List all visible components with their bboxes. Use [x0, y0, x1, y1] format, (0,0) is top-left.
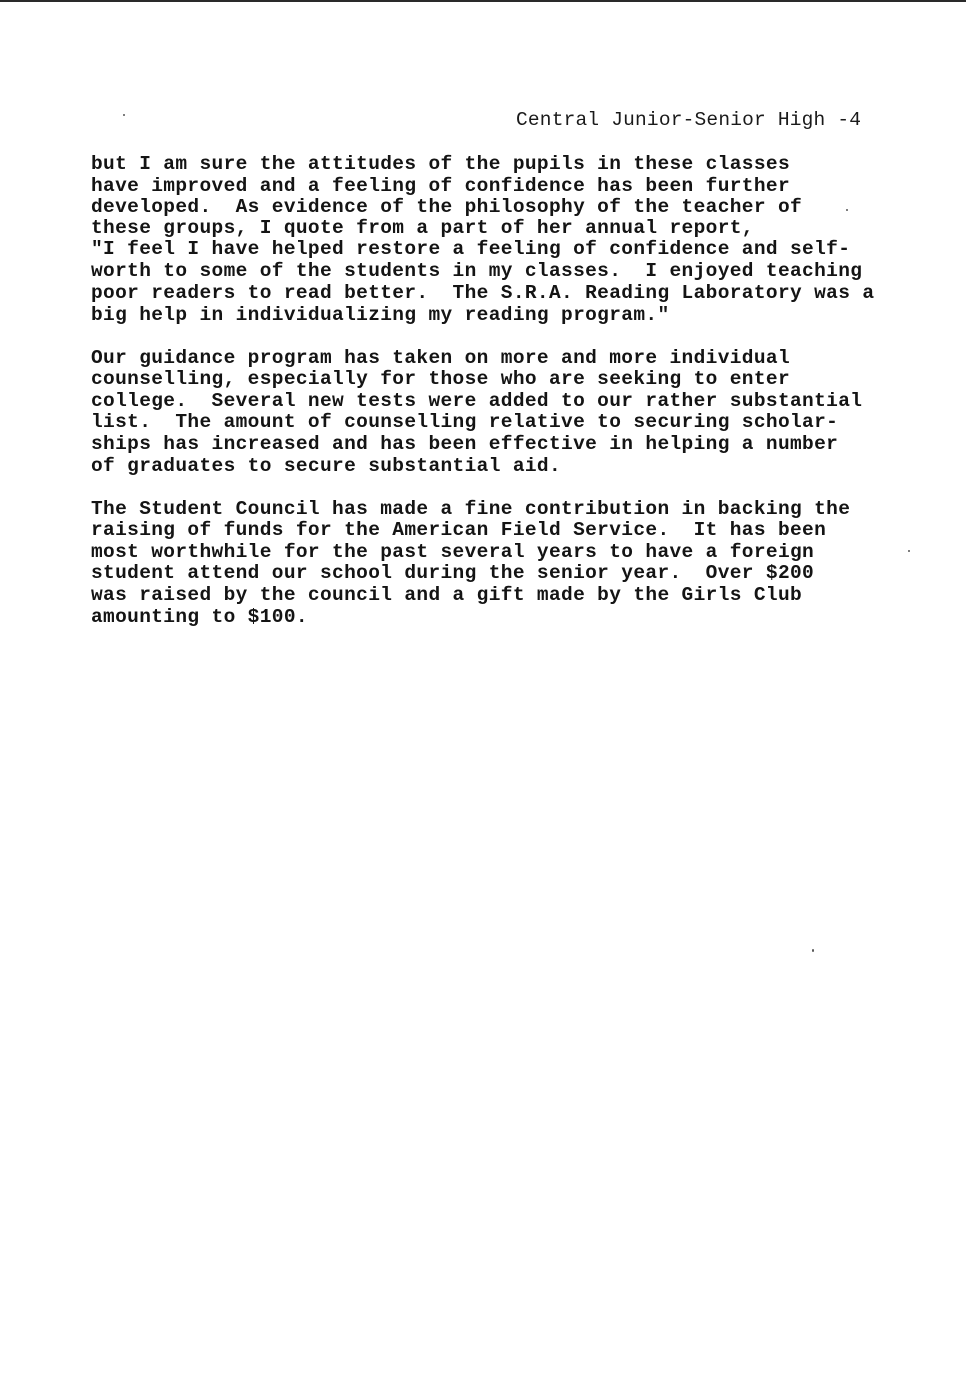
scan-speck	[908, 550, 910, 552]
paragraph-1-line-8: big help in individualizing my reading program."	[91, 304, 670, 326]
paragraph-3-line-2: raising of funds for the American Field Service. It has been	[91, 519, 827, 541]
scan-speck	[812, 949, 814, 952]
paragraph-3-line-6: amounting to $100.	[91, 606, 308, 628]
paragraph-2-line-6: of graduates to secure substantial aid.	[91, 455, 562, 477]
paragraph-3-line-3: most worthwhile for the past several years to have a foreign	[91, 541, 815, 563]
paragraph-3-line-5: was raised by the council and a gift made by the Girls Club	[91, 584, 803, 606]
paragraph-2-line-4: list. The amount of counselling relative to securing scholar-	[91, 411, 839, 433]
paragraph-2-line-3: college. Several new tests were added to our rather substantial	[91, 390, 863, 412]
paragraph-1-line-2: have improved and a feeling of confidence has been further	[91, 175, 791, 197]
paragraph-1-line-7: poor readers to read better. The S.R.A. Reading Laboratory was a	[91, 282, 875, 304]
page-header: Central Junior-Senior High -4	[516, 109, 862, 131]
scan-speck	[123, 114, 125, 116]
scan-speck	[846, 209, 848, 211]
paragraph-1-line-5: "I feel I have helped restore a feeling of confidence and self-	[91, 238, 851, 260]
paragraph-1-line-3: developed. As evidence of the philosophy of the teacher of	[91, 196, 803, 218]
paragraph-2-line-5: ships has increased and has been effective in helping a number	[91, 433, 839, 455]
paragraph-2-line-2: counselling, especially for those who are seeking to enter	[91, 368, 791, 390]
paragraph-2-line-1: Our guidance program has taken on more and more individual	[91, 347, 791, 369]
paragraph-3-line-1: The Student Council has made a fine contribution in backing the	[91, 498, 851, 520]
paragraph-1-line-4: these groups, I quote from a part of her annual report,	[91, 217, 754, 239]
paragraph-3-line-4: student attend our school during the senior year. Over $200	[91, 562, 815, 584]
paragraph-1-line-1: but I am sure the attitudes of the pupils in these classes	[91, 153, 791, 175]
paragraph-1-line-6: worth to some of the students in my classes. I enjoyed teaching	[91, 260, 863, 282]
